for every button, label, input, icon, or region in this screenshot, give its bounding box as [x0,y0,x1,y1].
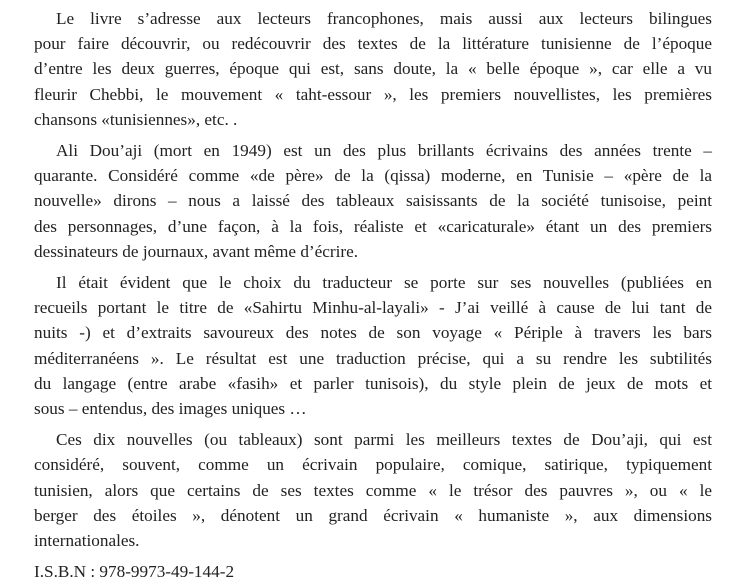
text-line: Le livre s’adresse aux lecteurs francophones, mais aussi aux lecteurs bilingues [56,9,712,28]
text-line: des personnages, d’une façon, à la fois, réaliste et «caricaturale» étant un des premiers [34,216,712,236]
text-line: nouvelle» dirons – nous a laissé des tableaux saisissants de la société tunisoise, peint [34,191,712,211]
paragraph-author [34,138,712,264]
text-line: fleurir Chebbi, le mouvement « taht-essour », les premiers nouvellistes, les premières [34,84,712,104]
text-line: internationales. [34,531,140,551]
text-line: pour faire découvrir, ou redécouvrir des textes de la littérature tunisienne de l’époque [34,34,712,54]
text-line: chansons «tunisiennes», etc. . [34,109,238,129]
text-line: quarante. Considéré comme «de père» de la (qissa) moderne, en Tunisie – «père de la [34,166,712,186]
text-line: Ces dix nouvelles (ou tableaux) sont parmi les meilleurs textes de Dou’aji, qui est [56,430,712,450]
paragraph-translation [34,270,712,421]
text-line: du langage (entre arabe «fasih» et parler tunisois), du style plein de jeux de mots et [34,373,712,393]
text-line: recueils portant le titre de «Sahirtu Minhu-al-layali» - J’ai veillé à cause de lui tant de [34,298,712,318]
paragraph-intro [34,6,712,132]
text-line: d’entre les deux guerres, époque qui est, sans doute, la « belle époque », car elle a vu [34,59,712,79]
text-line: nuits -) et d’extraits savoureux des notes de son voyage « Périple à travers les bars [34,323,712,343]
text-line: Ali Dou’aji (mort en 1949) est un des plus brillants écrivains des années trente – [56,141,712,161]
text-line: dessinateurs de journaux, avant même d’écrire. [34,241,359,261]
text-line: berger des étoiles », dénotent un grand écrivain « humaniste », aux dimensions [34,505,712,525]
paragraph-stories [34,427,712,553]
text-line: sous – entendus, des images uniques … [34,399,307,419]
text-line: considéré, souvent, comme un écrivain populaire, comique, satirique, typiquement [34,455,712,475]
text-line: Il était évident que le choix du traducteur se porte sur ses nouvelles (publiées en [56,273,712,293]
back-cover-text [34,6,712,584]
text-line: méditerranéens ». Le résultat est une traduction précise, qui a su rendre les subtilités [34,348,712,368]
isbn-number: I.S.B.N : 978-9973-49-144-2 [34,562,235,582]
text-line: tunisien, alors que certains de ses textes comme « le trésor des pauvres », ou « le [34,480,712,500]
